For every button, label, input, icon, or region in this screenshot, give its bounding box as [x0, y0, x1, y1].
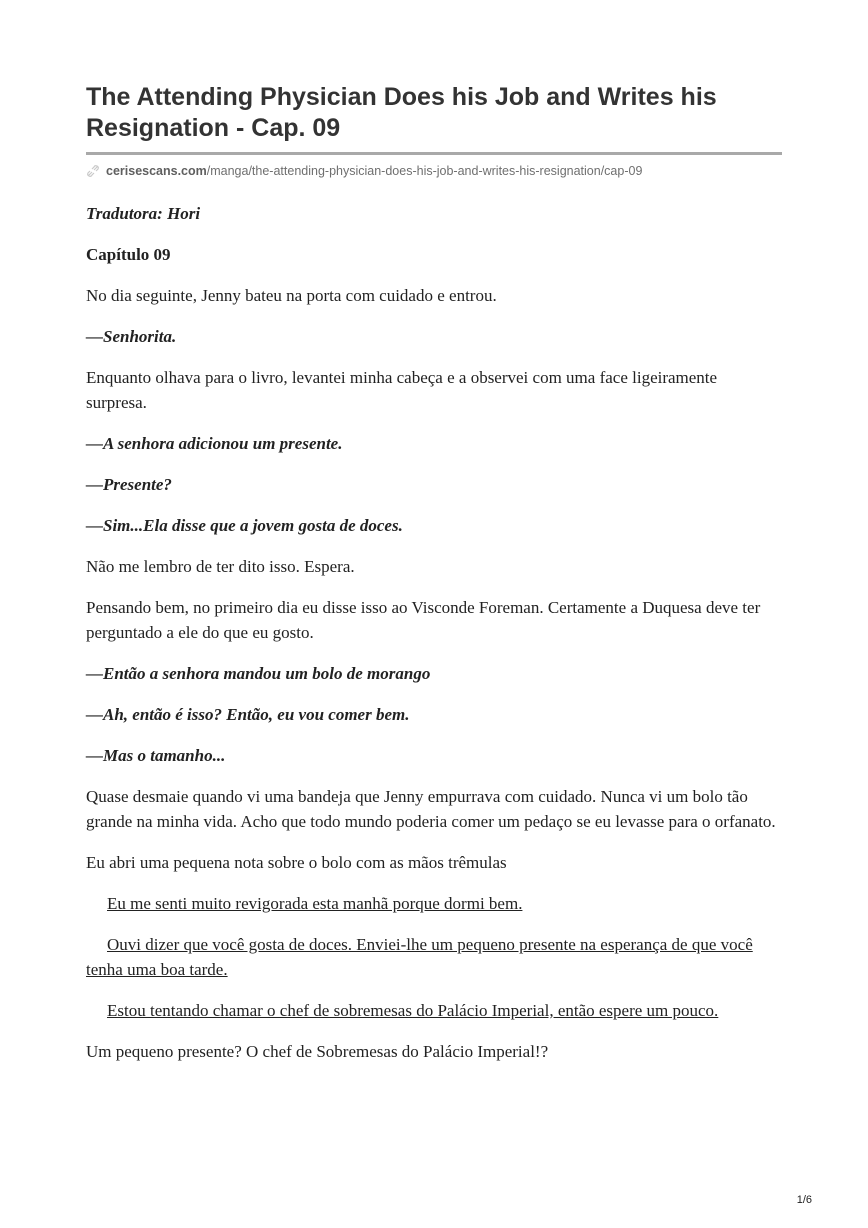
dialogue-line: —A senhora adicionou um presente.	[86, 434, 343, 453]
paragraph: Eu abri uma pequena nota sobre o bolo com as mãos trêmulas	[86, 853, 507, 872]
paragraph: Enquanto olhava para o livro, levantei minha cabeça e a observei com uma face ligeiramente surpresa.	[86, 368, 718, 412]
paragraph: Pensando bem, no primeiro dia eu disse isso ao Visconde Foreman. Certamente a Duquesa deve ter perguntado a ele do que eu gosto.	[86, 598, 761, 642]
dialogue-line: —Senhorita.	[86, 327, 177, 346]
title-divider	[86, 152, 782, 155]
source-path: /manga/the-attending-physician-does-his-job-and-writes-his-resignation/cap-09	[206, 164, 643, 178]
document-page	[86, 82, 782, 1080]
article-body	[86, 201, 782, 1064]
dialogue-line: —Presente?	[86, 475, 172, 494]
page-indicator: 1/6	[796, 1194, 812, 1206]
paragraph: Um pequeno presente? O chef de Sobremesas do Palácio Imperial!?	[86, 1042, 549, 1061]
dialogue-line: —Mas o tamanho...	[86, 746, 226, 765]
dialogue-line: —Sim...Ela disse que a jovem gosta de doces.	[86, 516, 403, 535]
paragraph: No dia seguinte, Jenny bateu na porta com cuidado e entrou.	[86, 286, 497, 305]
dialogue-line: —Então a senhora mandou um bolo de morango	[86, 664, 431, 683]
chapter-heading: Capítulo 09	[86, 245, 171, 264]
link-icon	[86, 164, 100, 178]
note-line: Eu me senti muito revigorada esta manhã porque dormi bem.	[107, 894, 523, 913]
source-domain: cerisescans.com	[106, 164, 207, 178]
translator-credit: Tradutora: Hori	[86, 204, 201, 223]
dialogue-line: —Ah, então é isso? Então, eu vou comer bem.	[86, 705, 410, 724]
source-url[interactable]	[86, 162, 782, 180]
note-line: Ouvi dizer que você gosta de doces. Enviei-lhe um pequeno presente na esperança de que você tenha uma boa tarde.	[86, 935, 753, 979]
paragraph: Quase desmaie quando vi uma bandeja que Jenny empurrava com cuidado. Nunca vi um bolo tão grande na minha vida. Acho que todo mundo poderia comer um pedaço se eu levasse para o orfanato.	[86, 787, 776, 831]
page-title: The Attending Physician Does his Job and Writes his Resignation - Cap. 09	[86, 83, 717, 142]
note-line: Estou tentando chamar o chef de sobremesas do Palácio Imperial, então espere um pouco.	[107, 1001, 719, 1020]
paragraph: Não me lembro de ter dito isso. Espera.	[86, 557, 355, 576]
